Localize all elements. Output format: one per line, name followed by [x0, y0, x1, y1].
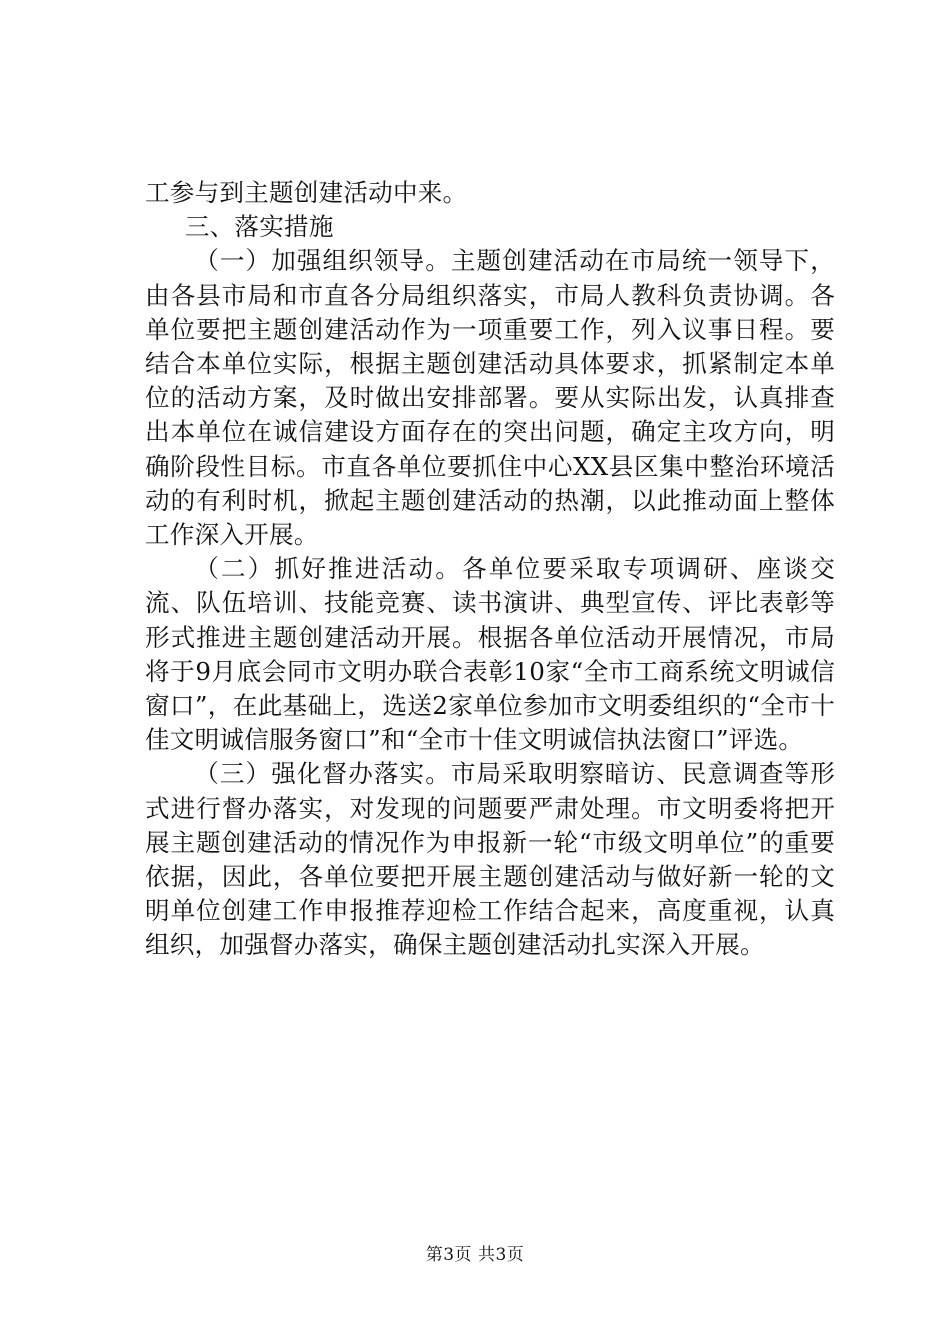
- paragraph-organization: （一）加强组织领导。主题创建活动在市局统一领导下，由各县市局和市直各分局组织落实，市局人教科负责协调。各单位要把主题创建活动作为一项重要工作，列入议事日程。要结合本单位实际，根据主题创建活动具体要求，抓紧制定本单位的活动方案，及时做出安排部署。要从实际出发，认真排查出本单位在诚信建设方面存在的突出问题，确定主攻方向，明确阶段性目标。市直各单位要抓住中心XX县区集中整治环境活动的有利时机，掀起主题创建活动的热潮，以此推动面上整体工作深入开展。: [145, 246, 835, 550]
- paragraph-supervision: （三）强化督办落实。市局采取明察暗访、民意调查等形式进行督办落实，对发现的问题要严肃处理。市文明委将把开展主题创建活动的情况作为申报新一轮“市级文明单位”的重要依据，因此，各单位要把开展主题创建活动与做好新一轮的文明单位创建工作申报推荐迎检工作结合起来，高度重视，认真组织，加强督办落实，确保主题创建活动扎实深入开展。: [145, 759, 835, 960]
- paragraph-promotion: （二）抓好推进活动。各单位要采取专项调研、座谈交流、队伍培训、技能竞赛、读书演讲、典型宣传、评比表彰等形式推进主题创建活动开展。根据各单位活动开展情况，市局将于9月底会同市文明办联合表彰10家“全市工商系统文明诚信窗口”，在此基础上，选送2家单位参加市文明委组织的“全市十佳文明诚信服务窗口”和“全市十佳文明诚信执法窗口”评选。: [145, 554, 835, 755]
- page-footer: 第3页 共3页: [425, 1245, 525, 1265]
- section-heading: 三、落实措施: [184, 212, 334, 242]
- document-body: [145, 176, 835, 963]
- paragraph-continuation: 工参与到主题创建活动中来。: [145, 178, 468, 207]
